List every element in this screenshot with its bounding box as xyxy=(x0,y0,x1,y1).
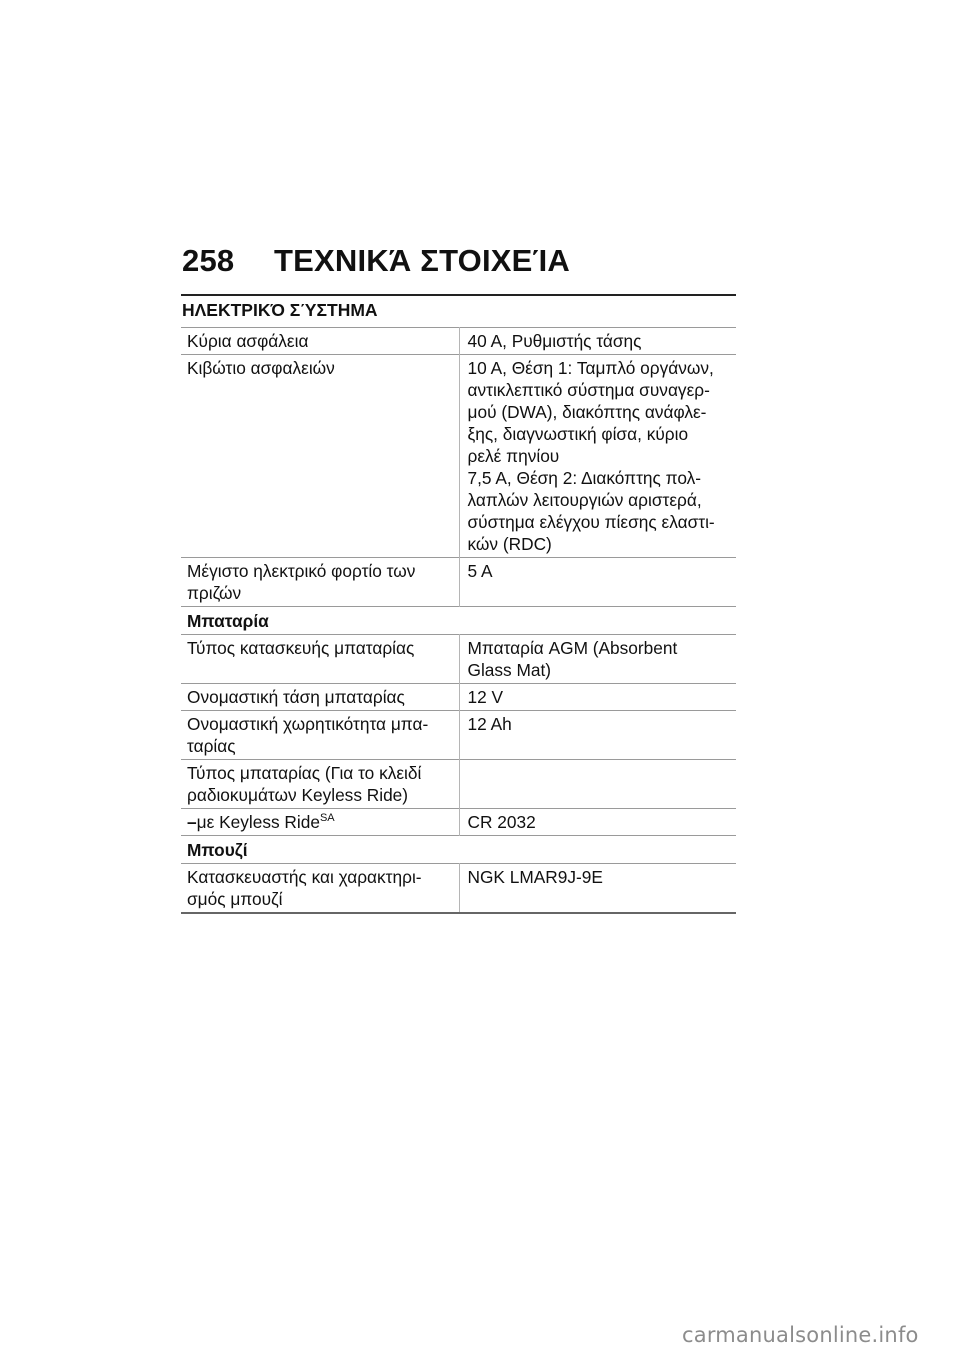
table-row xyxy=(181,760,736,809)
value-line: αντικλεπτικό σύστημα συναγερ- xyxy=(467,380,710,400)
value-line: 7,5 A, Θέση 2: Διακόπτης πολ- xyxy=(467,468,701,488)
label-line: ραδιοκυμάτων Keyless Ride) xyxy=(187,785,409,805)
watermark: carmanualsonline.info xyxy=(682,1323,919,1347)
label-line: Τύπος μπαταρίας (Για το κλειδί xyxy=(187,763,422,783)
spec-value xyxy=(459,355,736,558)
dash-marker: – xyxy=(187,812,197,832)
label-line: ταρίας xyxy=(187,736,236,756)
value-line: Μπαταρία AGM (Absorbent xyxy=(467,638,678,658)
group-header-battery xyxy=(181,607,736,635)
spec-label xyxy=(181,711,459,760)
table-row xyxy=(181,684,736,711)
group-title: Μπαταρία xyxy=(181,607,736,635)
table-row xyxy=(181,809,736,836)
spec-label xyxy=(181,558,459,607)
spec-label: Ονομαστική τάση μπαταρίας xyxy=(181,684,459,711)
label-line: πριζών xyxy=(187,583,242,603)
table-row xyxy=(181,864,736,914)
label-line: σμός μπουζί xyxy=(187,889,283,909)
section-title: ΗΛΕΚΤΡΙΚΌ ΣΎΣΤΗΜΑ xyxy=(182,300,378,320)
table-row xyxy=(181,355,736,558)
spec-value xyxy=(459,635,736,684)
spec-value: 12 V xyxy=(459,684,736,711)
label-text: με Keyless Ride xyxy=(196,812,320,832)
spec-label xyxy=(181,864,459,914)
spec-label xyxy=(181,760,459,809)
value-line: Glass Mat) xyxy=(467,660,552,680)
value-line: λαπλών λειτουργιών αριστερά, xyxy=(467,490,702,510)
spec-label: Τύπος κατασκευής μπαταρίας xyxy=(181,635,459,684)
chapter-title: ΤΕΧΝΙΚΆ ΣΤΟΙΧΕΊΑ xyxy=(274,243,571,278)
spec-label xyxy=(181,809,459,836)
label-line: Ονομαστική χωρητικότητα μπα- xyxy=(187,714,429,734)
value-line: ξης, διαγνωστική φίσα, κύριο xyxy=(467,424,689,444)
section-divider xyxy=(181,294,736,296)
value-line: 10 A, Θέση 1: Ταμπλό οργάνων, xyxy=(467,358,714,378)
sa-superscript: SA xyxy=(319,812,335,825)
label-line: Κατασκευαστής και χαρακτηρι- xyxy=(187,867,422,887)
table-row xyxy=(181,635,736,684)
spec-value: 5 A xyxy=(459,558,736,607)
group-header-spark-plug xyxy=(181,836,736,864)
spec-value xyxy=(459,760,736,809)
page-number: 258 xyxy=(182,243,235,278)
table-row xyxy=(181,328,736,355)
value-line: ρελέ πηνίου xyxy=(467,446,560,466)
label-line: Μέγιστο ηλεκτρικό φορτίο των xyxy=(187,561,416,581)
spec-label: Κύρια ασφάλεια xyxy=(181,328,459,355)
value-line: σύστημα ελέγχου πίεσης ελαστι- xyxy=(467,512,715,532)
spec-label: Κιβώτιο ασφαλειών xyxy=(181,355,459,558)
table-row xyxy=(181,711,736,760)
spec-value: 40 A, Ρυθμιστής τάσης xyxy=(459,328,736,355)
page-header xyxy=(182,243,570,279)
spec-value: CR 2032 xyxy=(459,809,736,836)
spec-value: NGK LMAR9J-9E xyxy=(459,864,736,914)
value-line: κών (RDC) xyxy=(467,534,552,554)
value-line: μού (DWA), διακόπτης ανάφλε- xyxy=(467,402,707,422)
table-row xyxy=(181,558,736,607)
group-title: Μπουζί xyxy=(181,836,736,864)
spec-table xyxy=(181,327,736,914)
spec-value: 12 Ah xyxy=(459,711,736,760)
